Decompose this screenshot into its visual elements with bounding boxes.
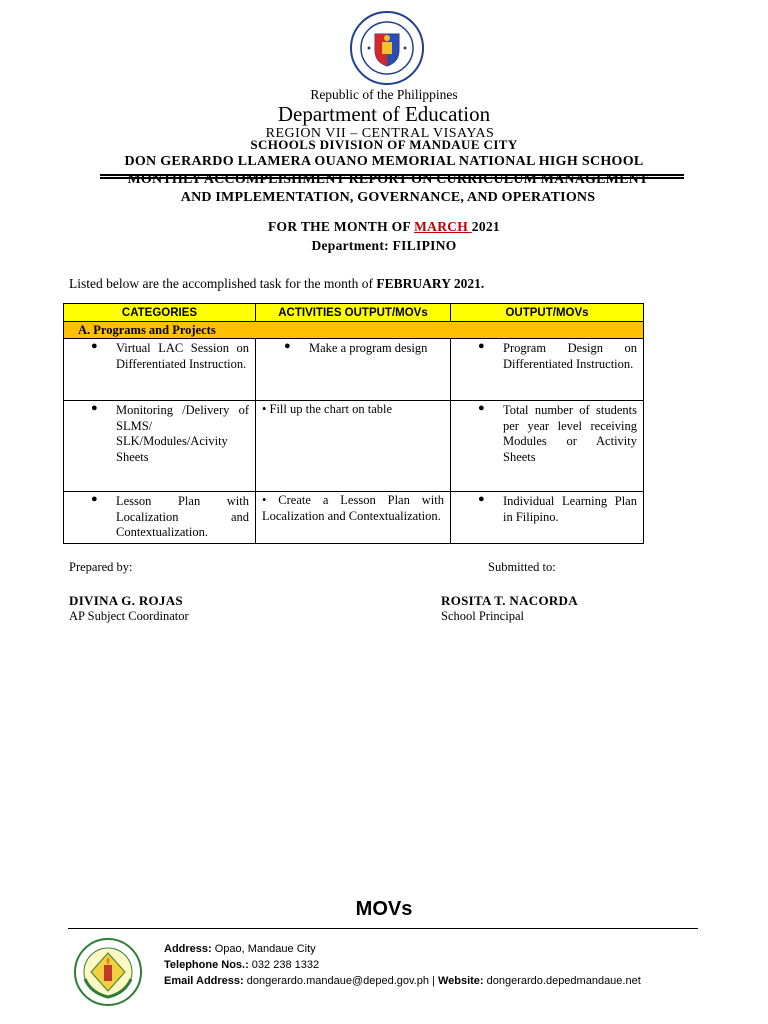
submitted-to-label: Submitted to:	[488, 560, 556, 574]
month-year: 2021	[471, 219, 500, 234]
table-cell	[451, 492, 644, 544]
email-link[interactable]: dongerardo.mandaue@deped.gov.ph |	[243, 975, 438, 987]
cell-text: Lesson Plan with Localization and Contextualization.	[116, 494, 249, 539]
intro-month: FEBRUARY 2021.	[376, 276, 485, 291]
table-cell	[256, 401, 451, 492]
footer-telephone	[164, 959, 319, 971]
website-link[interactable]: dongerardo.depedmandaue.net	[483, 975, 641, 987]
submitted-to-title: School Principal	[441, 609, 524, 623]
section-row	[64, 322, 644, 339]
website-label: Website:	[437, 975, 484, 987]
department-title: Department of Education	[277, 102, 491, 126]
footer-address	[164, 943, 316, 955]
cell-text: Total number of students per year level receiving Modules or Activity Sheets	[503, 403, 637, 464]
table-cell	[64, 339, 256, 401]
bullet-icon: ●	[478, 493, 485, 505]
table-header-row	[64, 304, 644, 322]
col-header-activities: ACTIVITIES OUTPUT/MOVs	[256, 304, 451, 322]
prepared-by-name: DIVINA G. ROJAS	[69, 593, 183, 608]
section-title: A. Programs and Projects	[64, 322, 644, 339]
region-line: REGION VII – CENTRAL VISAYAS	[265, 126, 495, 141]
bullet-icon: ●	[91, 402, 98, 414]
table-cell	[256, 339, 451, 401]
department-line	[0, 238, 768, 254]
submitted-to-name: ROSITA T. NACORDA	[441, 593, 578, 608]
division-line: SCHOOLS DIVISION OF MANDAUE CITY	[250, 137, 518, 152]
accomplishment-table	[63, 303, 644, 544]
cell-text: Program Design on Differentiated Instruction.	[503, 341, 637, 371]
address-value: Opao, Mandaue City	[211, 943, 316, 955]
cell-text: Individual Learning Plan in Filipino.	[503, 494, 637, 524]
telephone-label: Telephone Nos.:	[164, 959, 249, 971]
col-header-output: OUTPUT/MOVs	[451, 304, 644, 322]
table-row	[64, 339, 644, 401]
bullet-icon: ●	[478, 340, 485, 352]
movs-heading: MOVs	[355, 898, 413, 920]
table-cell	[451, 401, 644, 492]
telephone-value: 032 238 1332	[248, 959, 320, 971]
report-title-line1: MONTHLY ACCOMPLISHMENT REPORT ON CURRICULUM MANAGEMENT	[127, 172, 649, 187]
cell-text: • Create a Lesson Plan with Localization and Contextualization.	[262, 493, 444, 523]
address-label: Address:	[164, 943, 212, 955]
table-row	[64, 492, 644, 544]
bullet-icon: ●	[91, 493, 98, 505]
cell-text: Make a program design	[309, 341, 428, 355]
prepared-by-label: Prepared by:	[69, 560, 133, 574]
cell-text: Virtual LAC Session on Differentiated Instruction.	[116, 341, 249, 371]
table-cell	[64, 401, 256, 492]
month-prefix: FOR THE MONTH OF	[268, 219, 415, 234]
bullet-icon: ●	[284, 340, 291, 352]
footer-rule	[68, 928, 698, 929]
cell-text: • Fill up the chart on table	[262, 402, 393, 416]
table-cell	[256, 492, 451, 544]
department-value: FILIPINO	[392, 238, 457, 253]
table-row	[64, 401, 644, 492]
email-label: Email Address:	[164, 975, 244, 987]
bullet-icon: ●	[478, 402, 485, 414]
table-cell	[64, 492, 256, 544]
bullet-icon: ●	[91, 340, 98, 352]
footer-contact	[164, 975, 641, 987]
cell-text: Monitoring /Delivery of SLMS/ SLK/Modules/Acivity Sheets	[116, 403, 249, 464]
prepared-by-title: AP Subject Coordinator	[69, 609, 189, 623]
deped-seal-logo	[349, 10, 425, 86]
school-logo	[73, 937, 143, 1007]
school-name: DON GERARDO LLAMERA OUANO MEMORIAL NATIONAL HIGH SCHOOL	[124, 154, 644, 169]
month-name: MARCH	[414, 219, 472, 234]
table-cell	[451, 339, 644, 401]
col-header-categories: CATEGORIES	[64, 304, 256, 322]
department-label: Department:	[311, 238, 393, 253]
republic-line: Republic of the Philippines	[310, 87, 458, 102]
report-month	[0, 219, 768, 235]
intro-sentence	[69, 276, 484, 292]
intro-text: Listed below are the accomplished task for the month of	[69, 276, 377, 291]
report-title-line2: AND IMPLEMENTATION, GOVERNANCE, AND OPERATIONS	[180, 190, 596, 205]
